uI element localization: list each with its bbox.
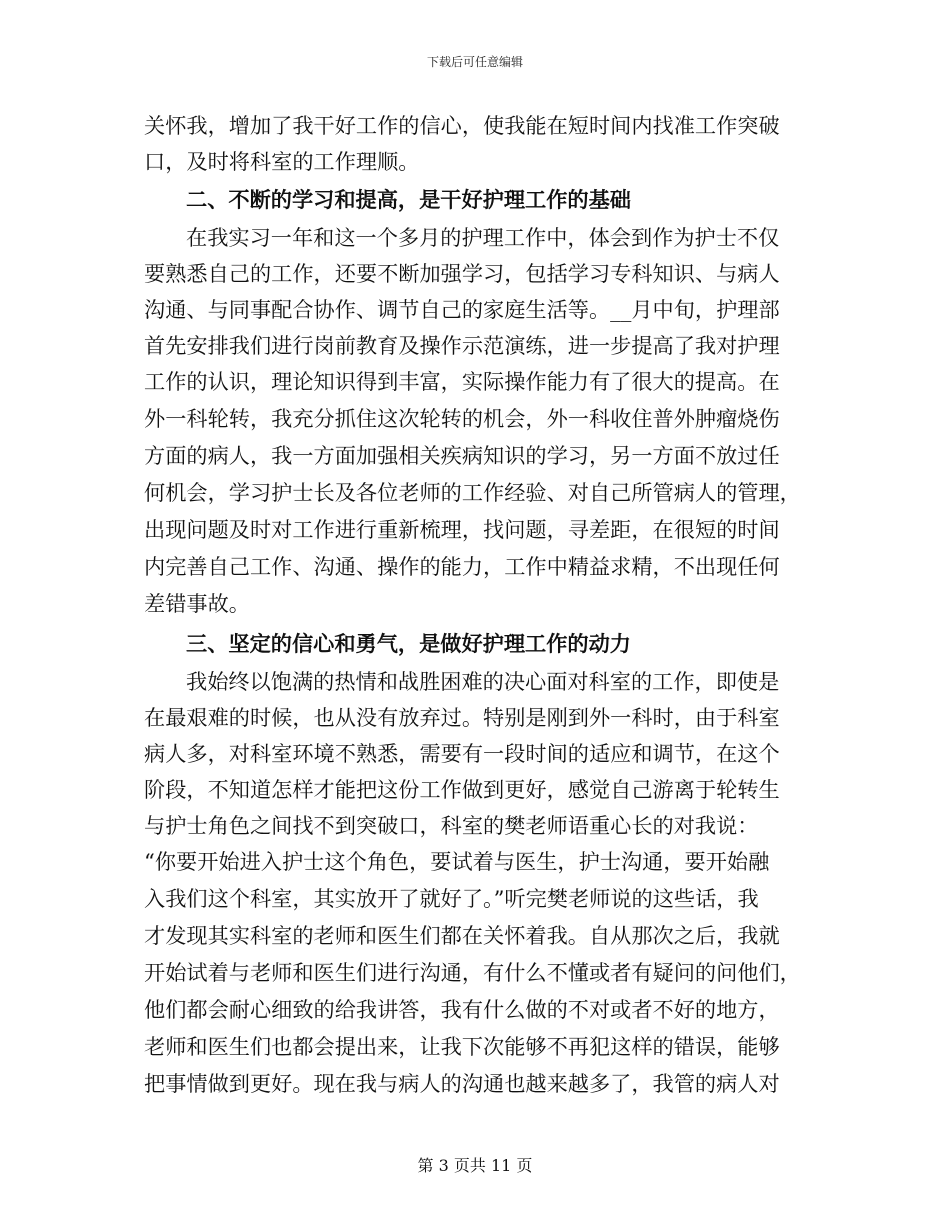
section-heading: 二、不断的学习和提高，是干好护理工作的基础 [186,187,631,212]
body-line: 阶段，不知道怎样才能把这份工作做到更好，感觉自己游离于轮转生 [144,777,780,802]
body-line: 才发现其实科室的老师和医生们都在关怀着我。自从那次之后，我就 [144,923,780,948]
page-number-footer: 第 3 页共 11 页 [417,1156,533,1175]
body-line: 方面的病人，我一方面加强相关疾病知识的学习，另一方面不放过任 [144,443,780,468]
body-line: 口，及时将科室的工作理顺。 [144,149,420,174]
body-line: 工作的认识，理论知识得到丰富，实际操作能力有了很大的提高。在 [144,369,780,394]
body-line: “你要开始进入护士这个角色，要试着与医生，护士沟通，要开始融 [144,849,770,874]
page-header-note: 下载后可任意编辑 [426,55,523,69]
body-line: 病人多，对科室环境不熟悉，需要有一段时间的适应和调节，在这个 [144,741,780,766]
body-line: 何机会，学习护士长及各位老师的工作经验、对自己所管病人的管理， [144,480,801,505]
paragraph-first-line: 在我实习一年和这一个多月的护理工作中，体会到作为护士不仅 [186,225,780,250]
body-line: 在最艰难的时候，也从没有放弃过。特别是刚到外一科时，由于科室 [144,705,780,730]
body-line: 内完善自己工作、沟通、操作的能力，工作中精益求精，不出现任何 [144,554,780,579]
body-line: 关怀我，增加了我干好工作的信心，使我能在短时间内找准工作突破 [144,113,780,138]
body-line: 把事情做到更好。现在我与病人的沟通也越来越多了，我管的病人对 [144,1071,780,1096]
body-line: 开始试着与老师和医生们进行沟通，有什么不懂或者有疑问的问他们， [144,960,801,985]
body-line: 出现问题及时对工作进行重新梳理，找问题，寻差距，在很短的时间 [144,517,780,542]
body-line: 老师和医生们也都会提出来，让我下次能够不再犯这样的错误，能够 [144,1034,780,1059]
body-line: 沟通、与同事配合协作、调节自己的家庭生活等。__月中旬，护理部 [144,297,780,322]
body-line: 他们都会耐心细致的给我讲答，我有什么做的不对或者不好的地方， [144,997,780,1022]
body-line: 外一科轮转，我充分抓住这次轮转的机会，外一科收住普外肿瘤烧伤 [144,406,780,431]
body-line: 首先安排我们进行岗前教育及操作示范演练，进一步提高了我对护理 [144,333,780,358]
section-heading: 三、坚定的信心和勇气，是做好护理工作的动力 [186,631,631,656]
body-line: 入我们这个科室，其实放开了就好了。”听完樊老师说的这些话，我 [144,886,759,911]
paragraph-first-line: 我始终以饱满的热情和战胜困难的决心面对科室的工作，即使是 [186,669,780,694]
body-line: 差错事故。 [144,591,250,616]
body-line: 要熟悉自己的工作，还要不断加强学习，包括学习专科知识、与病人 [144,261,780,286]
body-line: 与护士角色之间找不到突破口，科室的樊老师语重心长的对我说： [144,813,759,838]
